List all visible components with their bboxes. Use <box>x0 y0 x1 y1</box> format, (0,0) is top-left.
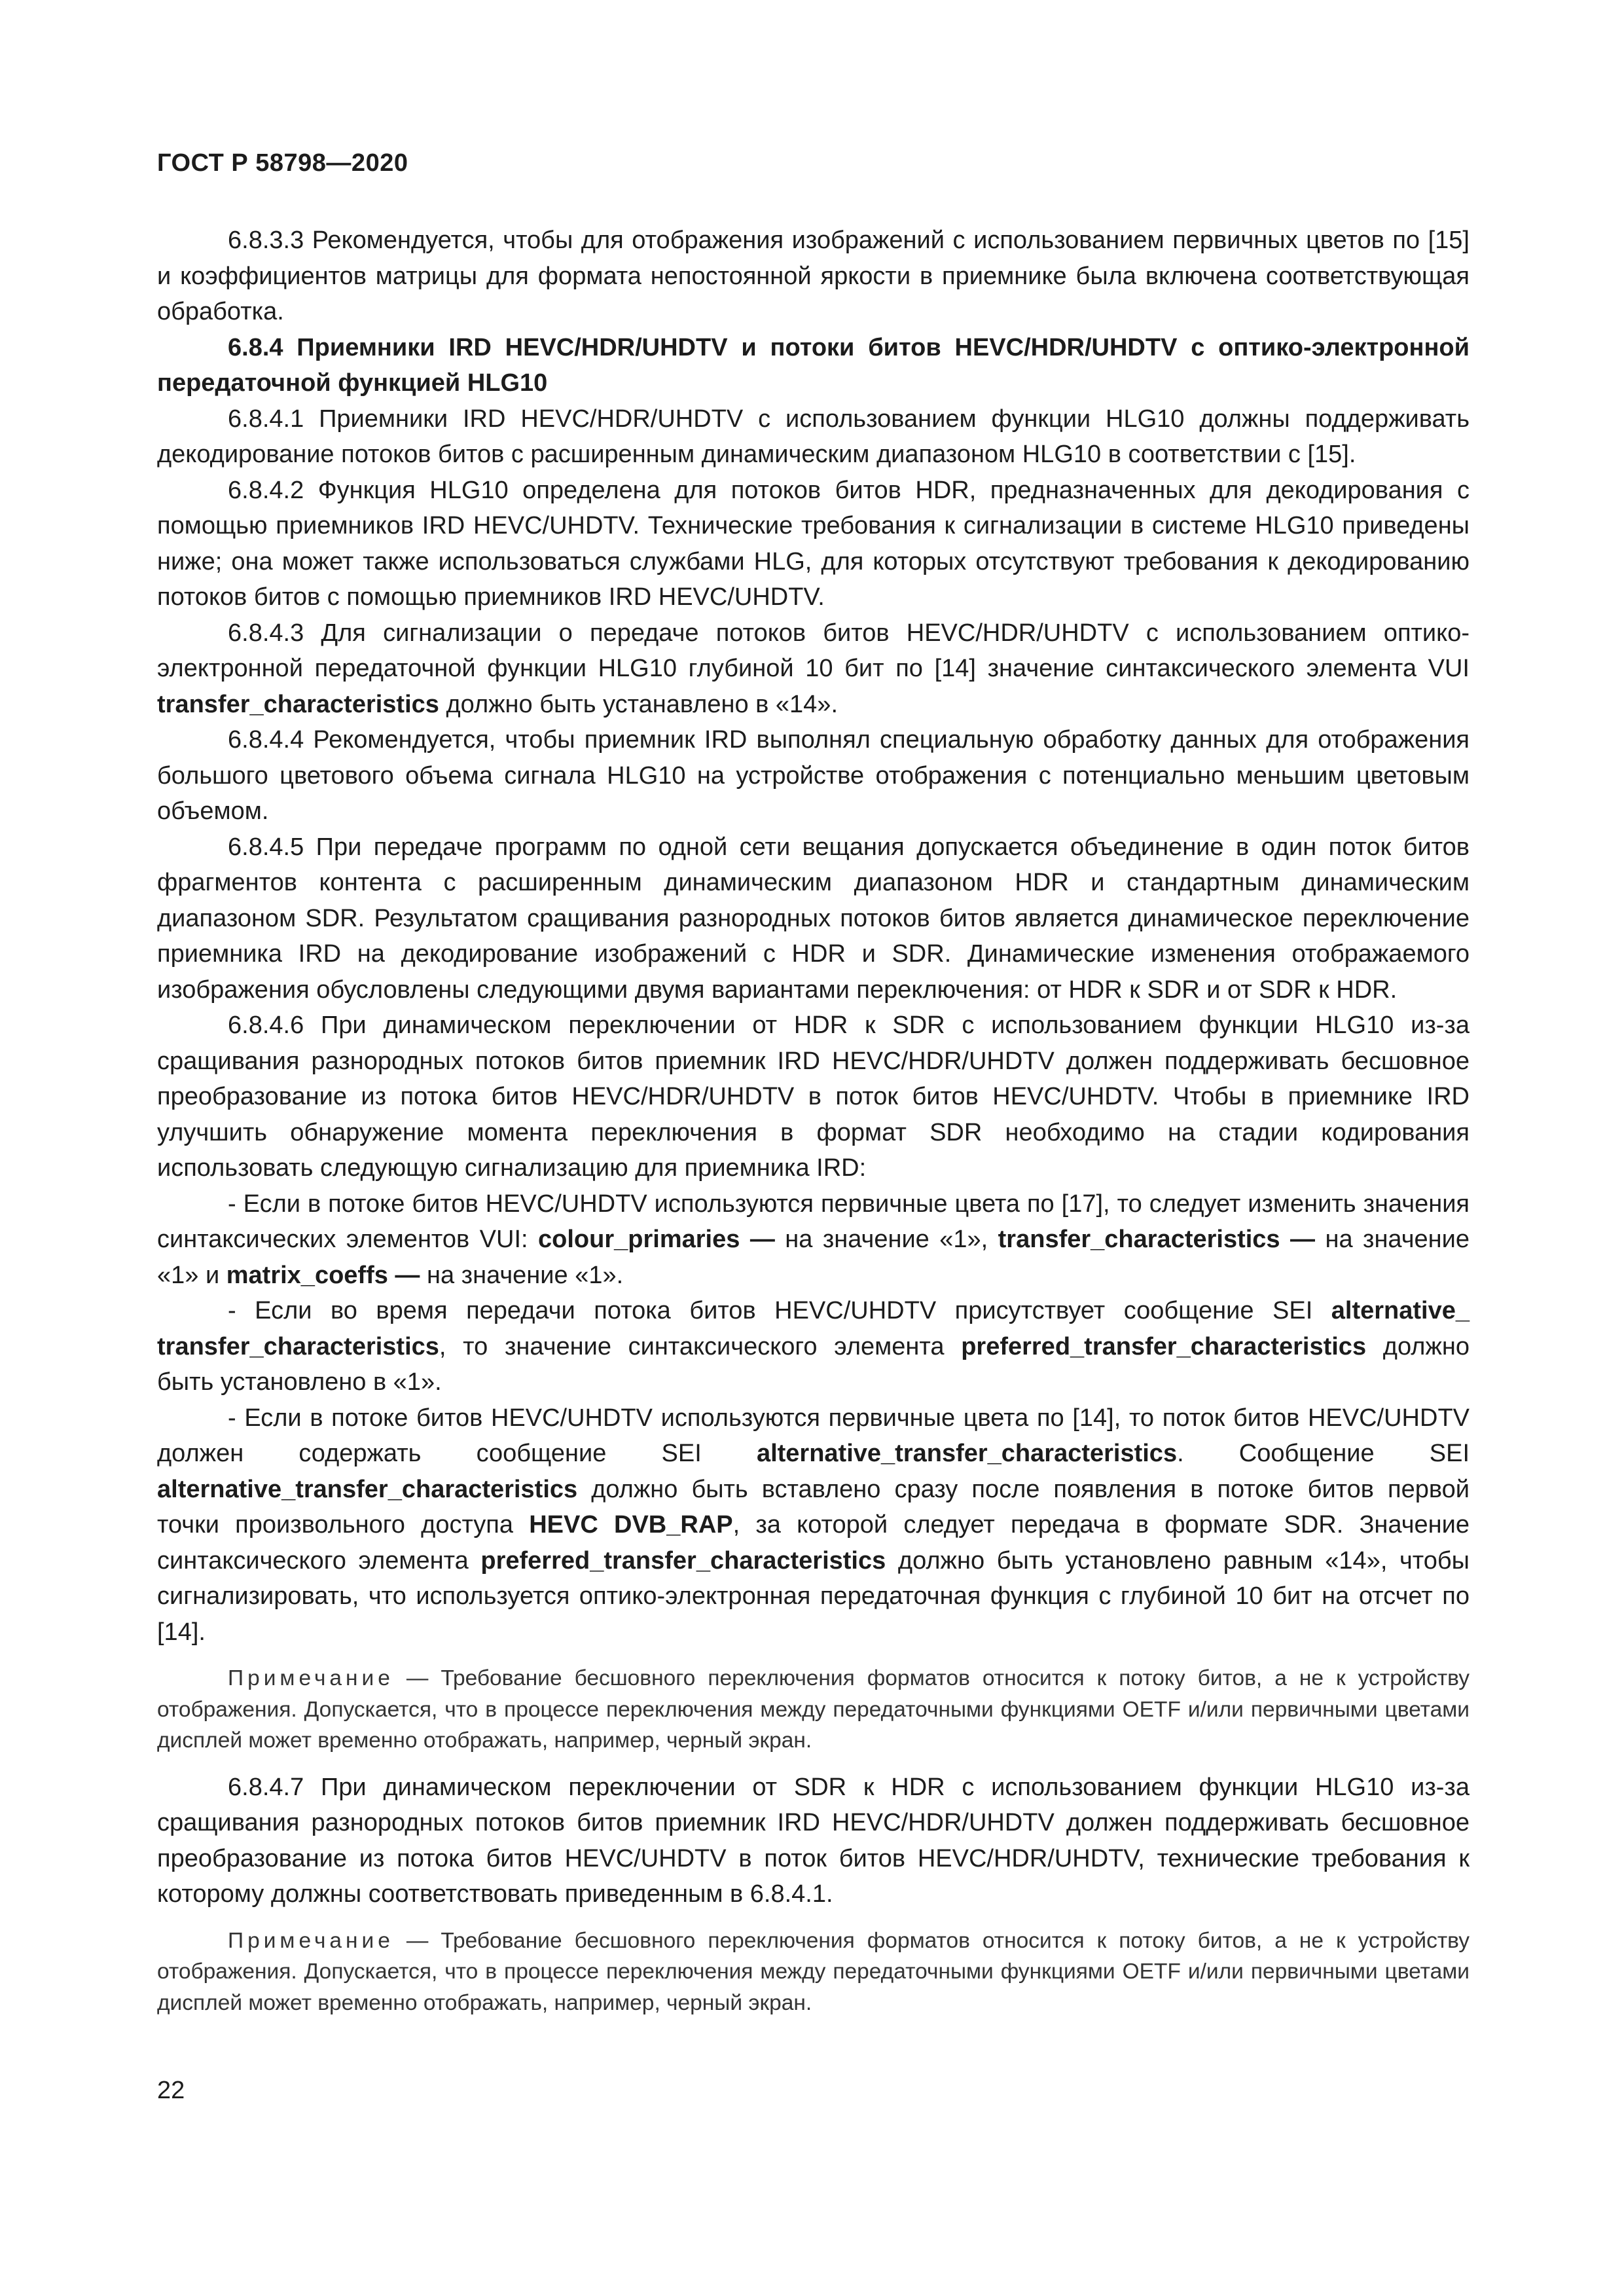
syntax-element: preferred_transfer_characteristics <box>961 1332 1367 1360</box>
text-run: - Если в потоке битов HEVC/UHDTV используются первичные цвета по [14], то поток битов HEVC/UHDTV должен содержать сообщение SEI <box>157 1404 1470 1467</box>
document-header: ГОСТ Р 58798—2020 <box>157 149 408 177</box>
syntax-element: colour_primaries — <box>538 1226 775 1253</box>
text-run: на значение «1». <box>420 1261 624 1289</box>
note-text: — Требование бесшовного переключения форматов относится к потоку битов, а не к устройству отображения. Допускается, что в процессе переключения между передаточными функциями OETF и/или первичными цветами дисплей может временно отображать, например, черный экран. <box>157 1928 1470 2015</box>
syntax-element: preferred_transfer_characteristics <box>480 1546 886 1575</box>
paragraph-6-8-4-3 <box>157 615 1470 723</box>
note-text: — Требование бесшовного переключения форматов относится к потоку битов, а не к устройству отображения. Допускается, что в процессе переключения между передаточными функциями OETF и/или первичными цветами дисплей может временно отображать, например, черный экран. <box>157 1666 1470 1753</box>
list-item-1 <box>157 1186 1470 1294</box>
paragraph-6-8-3-3: 6.8.3.3 Рекомендуется, чтобы для отображения изображений с использованием первичных цветов по [15] и коэффициентов матрицы для формата непостоянной яркости в приемнике была включена соответствующая обработка. <box>157 227 1470 325</box>
syntax-element: matrix_coeffs — <box>226 1261 420 1289</box>
paragraph-6-8-4-7: 6.8.4.7 При динамическом переключении от SDR к HDR с использованием функции HLG10 из-за сращивания разнородных потоков битов приемник IRD HEVC/HDR/UHDTV должен поддерживать бесшовное преобразование из потока битов HEVC/UHDTV в поток битов HEVC/HDR/UHDTV, технические требования к которому должны соответствовать приведенным в 6.8.4.1. <box>157 1773 1470 1908</box>
syntax-element: transfer_characteristics <box>157 690 439 718</box>
syntax-element: alternative_ transfer_characteristics <box>157 1297 1470 1360</box>
paragraph-6-8-4-1: 6.8.4.1 Приемники IRD HEVC/HDR/UHDTV с использованием функции HLG10 должны поддерживать декодирование потоков битов с расширенным динамическим диапазоном HLG10 в соответствии с [15]. <box>157 405 1470 468</box>
section-heading-6-8-4: 6.8.4 Приемники IRD HEVC/HDR/UHDTV и потоки битов HEVC/HDR/UHDTV с оптико-электронной передаточной функцией HLG10 <box>157 333 1470 397</box>
page-number: 22 <box>157 2077 185 2104</box>
note-1 <box>157 1663 1470 1757</box>
text-run: - Если в потоке битов HEVC/UHDTV используются первичные цвета по [17], то следует изменить значения синтаксических элементов VUI: <box>157 1190 1470 1253</box>
text-run: - Если во время передачи потока битов HEVC/UHDTV присутствует сообщение SEI <box>228 1297 1331 1324</box>
text-run: должно быть вставлено сразу после появления в потоке битов первой точки произвольного доступа <box>157 1475 1470 1539</box>
note-label: Примечание <box>228 1928 394 1953</box>
document-body <box>157 223 1470 2032</box>
paragraph-6-8-4-4: 6.8.4.4 Рекомендуется, чтобы приемник IRD выполнял специальную обработку данных для отображения большого цветового объема сигнала HLG10 на устройстве отображения с потенциально меньшим цветовым объемом. <box>157 726 1470 825</box>
list-item-2 <box>157 1293 1470 1400</box>
text-run: должно быть установлено равным «14», чтобы сигнализировать, что используется оптико-электронная передаточная функция с глубиной 10 бит на отсчет по [14]. <box>157 1546 1470 1646</box>
syntax-element: transfer_characteristics — <box>998 1226 1316 1253</box>
text-run: , за которой следует передача в формате SDR. Значение синтаксического элемента <box>157 1511 1470 1575</box>
text-run: на значение «1» и <box>157 1226 1470 1289</box>
paragraph-6-8-4-5: 6.8.4.5 При передаче программ по одной сети вещания допускается объединение в один поток битов фрагментов контента с расширенным динамическим диапазоном HDR и стандартным динамическим диапазоном SDR. Результатом сращивания разнородных потоков битов является динамическое переключение приемника IRD на декодирование изображений с HDR и SDR. Динамические изменения отображаемого изображения обусловлены следующими двумя вариантами переключения: от HDR к SDR и от SDR к HDR. <box>157 833 1470 1004</box>
note-2 <box>157 1925 1470 2019</box>
paragraph-6-8-4-2: 6.8.4.2 Функция HLG10 определена для потоков битов HDR, предназначенных для декодирования с помощью приемников IRD HEVC/UHDTV. Технические требования к сигнализации в системе HLG10 приведены ниже; она может также использоваться службами HLG, для которых отсутствуют требования к декодированию потоков битов с помощью приемников IRD HEVC/UHDTV. <box>157 476 1470 611</box>
paragraph-6-8-4-6: 6.8.4.6 При динамическом переключении от HDR к SDR с использованием функции HLG10 из-за сращивания разнородных потоков битов приемник IRD HEVC/HDR/UHDTV должен поддерживать бесшовное преобразование из потока битов HEVC/HDR/UHDTV в поток битов HEVC/UHDTV. Чтобы в приемнике IRD улучшить обнаружение момента переключения в формат SDR необходимо на стадии кодирования использовать следующую сигнализацию для приемника IRD: <box>157 1011 1470 1182</box>
syntax-element: alternative_transfer_characteristics <box>756 1440 1178 1467</box>
list-item-3 <box>157 1400 1470 1650</box>
text-run: на значение «1», <box>774 1226 998 1253</box>
syntax-element: HEVC DVB_RAP <box>529 1511 733 1539</box>
text-run: должно быть устанавлено в «14». <box>439 690 838 718</box>
syntax-element: alternative_transfer_characteristics <box>157 1475 578 1503</box>
note-label: Примечание <box>228 1666 394 1690</box>
text-run: должно быть установлено в «1». <box>157 1332 1470 1396</box>
text-run: . Сообщение SEI <box>1177 1440 1470 1467</box>
text-run: 6.8.4.3 Для сигнализации о передаче потоков битов HEVC/HDR/UHDTV с использованием оптико-электронной передаточной функции HLG10 глубиной 10 бит по [14] значение синтаксического элемента VUI <box>157 619 1470 682</box>
text-run: , то значение синтаксического элемента <box>439 1332 962 1360</box>
